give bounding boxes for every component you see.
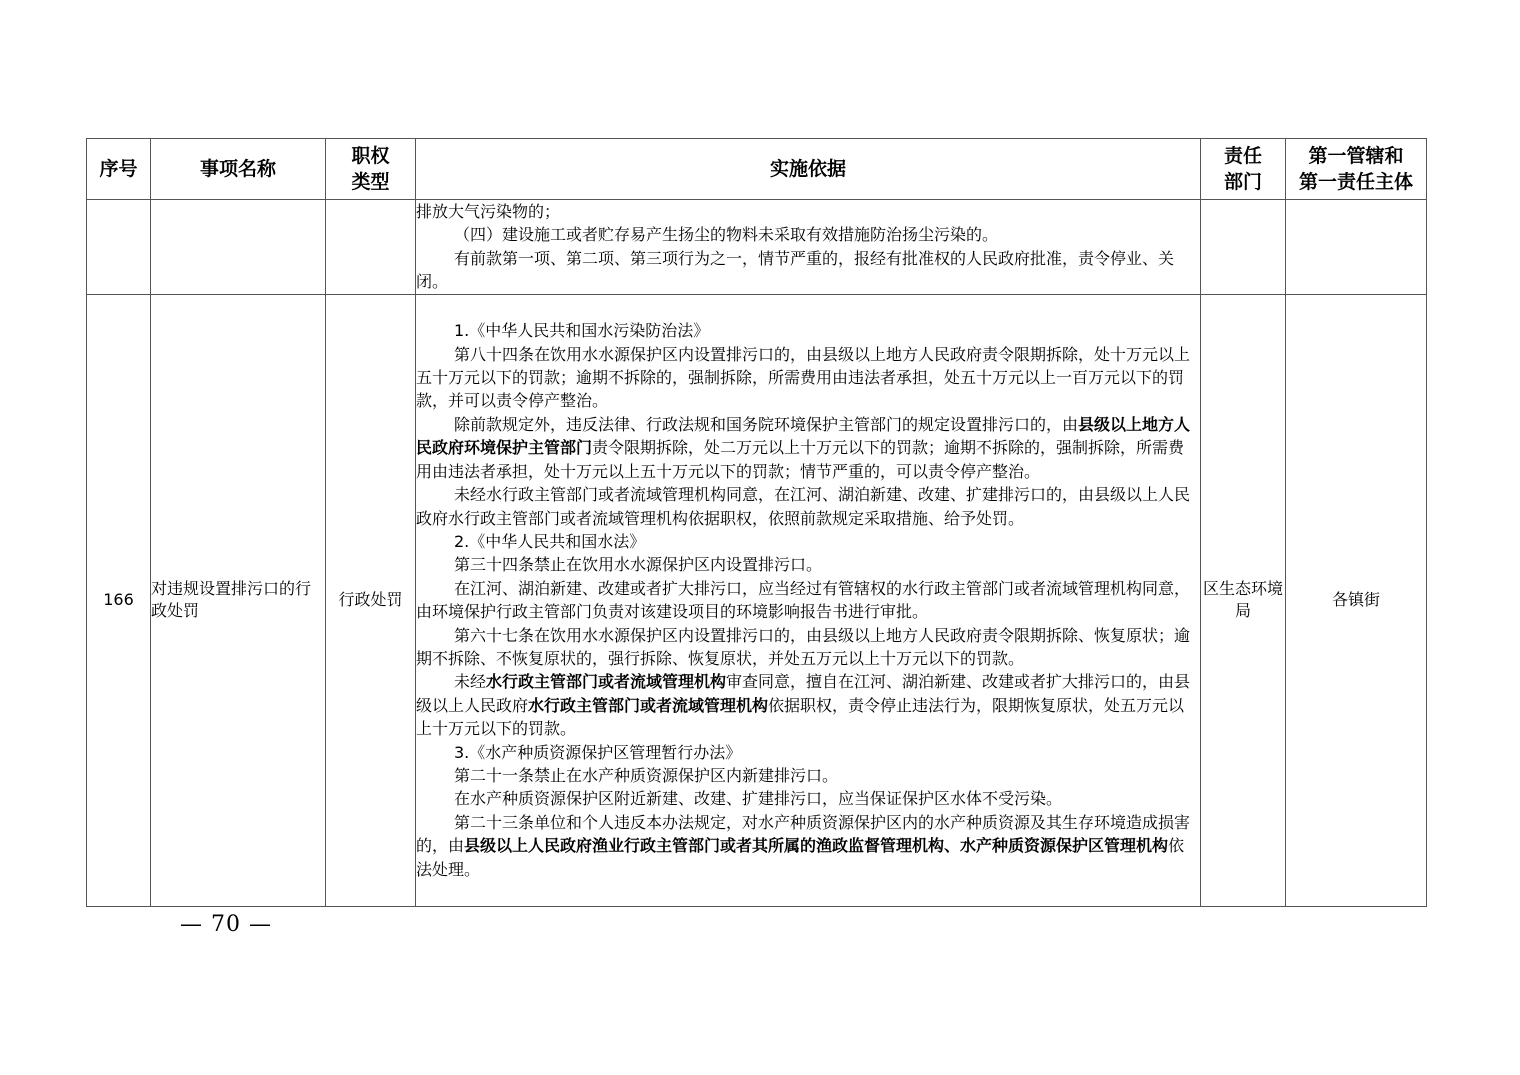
- row2-subject-cell: 各镇街: [1286, 294, 1427, 906]
- basis-text: 审查同意，擅自在江河、湖泊新建、改建或者扩大排污口的，由县级以上人民政府: [416, 672, 1191, 715]
- header-dept-line2: 部门: [1223, 171, 1262, 193]
- basis-text: 在江河、湖泊新建、改建或者扩大排污口，应当经过有管辖权的水行政主管部门或者流域管理机构同意，由环境保护行政主管部门负责对该建设项目的环境影响报告书进行审批。: [416, 578, 1191, 622]
- row1-dept-cell: [1201, 200, 1286, 295]
- table-header-row: [87, 139, 1427, 200]
- basis-text: 除前款规定外，违反法律、行政法规和国务院环境保护主管部门的规定设置排污口的，由: [454, 414, 1079, 434]
- table-row: [87, 294, 1427, 906]
- row1-name-cell: [151, 200, 326, 295]
- basis-text: 第三十四条禁止在饮用水水源保护区内设置排污口。: [454, 555, 823, 575]
- basis-bold-text: 县级以上人民政府渔业行政主管部门或者其所属的渔政监督管理机构、水产种质资源保护区管理机构: [464, 836, 1169, 856]
- basis-paragraph: [416, 530, 1200, 553]
- header-subject-line1: 第一管辖和: [1308, 145, 1404, 167]
- basis-paragraph: [416, 553, 1200, 576]
- basis-paragraph: [416, 764, 1200, 787]
- basis-text: 未经水行政主管部门或者流域管理机构同意，在江河、湖泊新建、改建、扩建排污口的，由县级以上人民政府水行政主管部门或者流域管理机构依据职权，依照前款规定采取措施、给予处罚。: [416, 485, 1191, 528]
- basis-bold-text: 水行政主管部门或者流域管理机构: [486, 672, 727, 692]
- row2-name-cell: 对违规设置排污口的行政处罚: [151, 294, 326, 906]
- row2-dept-cell: 区生态环境局: [1201, 294, 1286, 906]
- page-number: — 70 —: [180, 912, 272, 937]
- basis-paragraph: [416, 200, 1200, 223]
- basis-text: 排放大气污染物的；: [416, 202, 561, 221]
- basis-text: 依法处理。: [416, 836, 1185, 879]
- basis-text: 第六十七条在饮用水水源保护区内设置排污口的，由县级以上地方人民政府责令限期拆除、恢复原状；逾期不拆除、不恢复原状的，强行拆除、恢复原状，并处五万元以上十万元以下的罚款。: [416, 625, 1191, 668]
- basis-text: （四）建设施工或者贮存易产生扬尘的物料未采取有效措施防治扬尘污染的。: [454, 225, 999, 245]
- basis-text: 责令限期拆除，处二万元以上十万元以下的罚款；逾期不拆除的，强制拆除，所需费用由违法者承担，处十万元以上五十万元以下的罚款；情节严重的，可以责令停产整治。: [416, 438, 1185, 481]
- basis-paragraph: [416, 483, 1200, 530]
- basis-text: 第八十四条在饮用水水源保护区内设置排污口的，由县级以上地方人民政府责令限期拆除，处十万元以上五十万元以下的罚款；逾期不拆除的，强制拆除，所需费用由违法者承担，处五十万元以上一百万元以下的罚款，并可以责令停产整治。: [416, 344, 1191, 411]
- header-dept: [1201, 139, 1286, 200]
- row1-basis-cell: [416, 200, 1201, 295]
- header-type-line2: 类型: [351, 171, 390, 193]
- basis-paragraph: [416, 741, 1200, 764]
- row1-type-cell: [326, 200, 416, 295]
- basis-text: 未经: [454, 672, 487, 692]
- basis-text: 在水产种质资源保护区附近新建、改建、扩建排污口，应当保证保护区水体不受污染。: [454, 789, 1063, 809]
- basis-text: 第二十一条禁止在水产种质资源保护区内新建排污口。: [454, 765, 839, 785]
- basis-text: 1.《中华人民共和国水污染防治法》: [454, 321, 710, 341]
- basis-paragraph: [416, 624, 1200, 671]
- basis-text: 依据职权，责令停止违法行为，限期恢复原状，处五万元以上十万元以下的罚款。: [416, 695, 1185, 739]
- header-seq: 序号: [87, 139, 151, 200]
- basis-text: 2.《中华人民共和国水法》: [454, 531, 646, 551]
- basis-bold-text: 水行政主管部门或者流域管理机构: [528, 695, 769, 715]
- header-dept-line1: 责任: [1223, 145, 1262, 167]
- basis-paragraph: [416, 319, 1200, 342]
- basis-paragraph: [416, 787, 1200, 810]
- basis-paragraph: [416, 223, 1200, 246]
- basis-paragraph: [416, 247, 1200, 294]
- basis-paragraph: [416, 577, 1200, 624]
- header-type-line1: 职权: [351, 145, 390, 167]
- row1-subject-cell: [1286, 200, 1427, 295]
- basis-text: 有前款第一项、第二项、第三项行为之一，情节严重的，报经有批准权的人民政府批准，责令停业、关闭。: [416, 248, 1175, 292]
- basis-paragraph: [416, 811, 1200, 881]
- table-row: [87, 200, 1427, 295]
- row1-seq-cell: [87, 200, 151, 295]
- row2-basis-cell: [416, 294, 1201, 906]
- header-subject-line2: 第一责任主体: [1298, 171, 1413, 193]
- header-type: [326, 139, 416, 200]
- basis-paragraph: [416, 413, 1200, 483]
- row2-type-cell: 行政处罚: [326, 294, 416, 906]
- header-subject: [1286, 139, 1427, 200]
- basis-paragraph: [416, 343, 1200, 413]
- basis-text: 第二十三条单位和个人违反本办法规定，对水产种质资源保护区内的水产种质资源及其生存环境造成损害的，由: [416, 812, 1191, 856]
- header-name: 事项名称: [151, 139, 326, 200]
- basis-paragraph: [416, 670, 1200, 740]
- basis-text: 3.《水产种质资源保护区管理暂行办法》: [454, 742, 742, 762]
- basis-bold-text: 县级以上地方人民政府环境保护主管部门: [416, 414, 1191, 458]
- row2-seq-cell: 166: [87, 294, 151, 906]
- header-basis: 实施依据: [416, 139, 1201, 200]
- matters-table: [86, 138, 1427, 907]
